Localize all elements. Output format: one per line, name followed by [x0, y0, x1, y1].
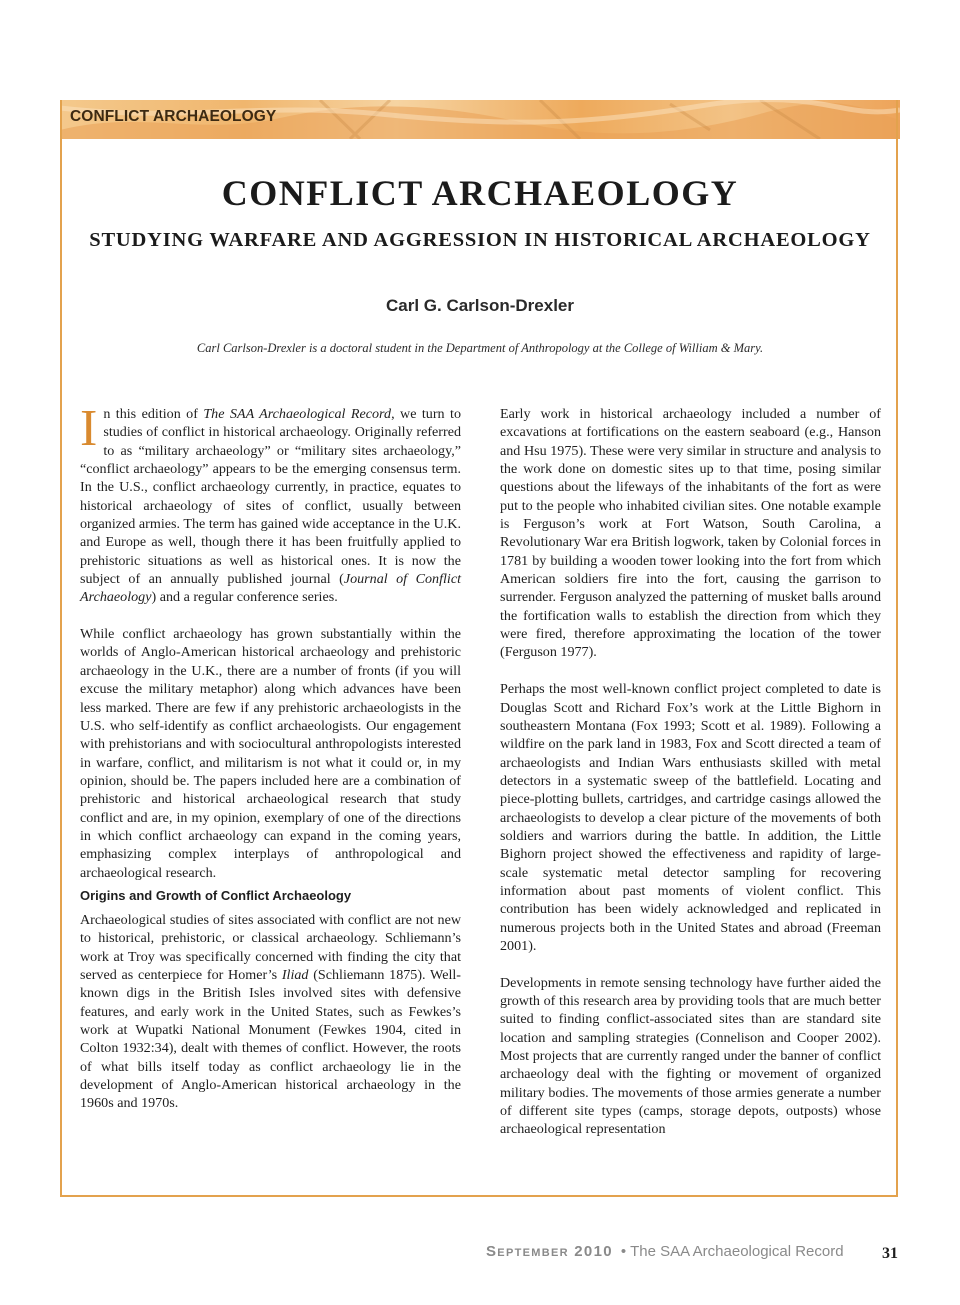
- italic-title: The SAA Archaeological Record: [203, 406, 392, 422]
- article-title: CONFLICT ARCHAEOLOGY: [221, 173, 739, 213]
- text-run: , we turn to studies of conflict in historical archaeology. Originally referred to as “military archaeology” or “military sites archaeology,” “conflict archaeology” appears to be the emerging consensus term. In the U.S., conflict archaeology currently, in practice, equates to historical archaeology of sites of conflict, usually between organized armies. The term has gained wide acceptance in the U.K. and Europe as well, though there it has been fruitfully applied to prehistoric situations as well as historical ones. It is now the subject of an annually published journal (: [80, 406, 461, 588]
- paragraph: Developments in remote sensing technology have further aided the growth of this research area by providing tools that are much better suited to finding conflict-associated sites than are standard site location and sampling strategies (Connelison and Cooper 2002). Most projects that are currently ranged under the banner of conflict archaeology deal with the fighting or movement of organized military bodies. The movements of those armies generate a number of different site types (camps, storage depots, outposts) whose archaeological representation: [500, 974, 881, 1138]
- paragraph: Early work in historical archaeology included a number of excavations at fortifications on the eastern seaboard (e.g., Hanson and Hsu 1975). These were very similar in structure and analysis to the work done on domestic sites up to that time, posing similar questions about the lifeways of the inhabitants of the fort as were put to the people who inhabited civilian sites. One notable example is Ferguson’s work at Fort Watson, South Carolina, a Revolutionary War era British logwork, taken by Colonial forces in 1781 by building a wooden tower looking into the fort from which American soldiers fire into the fort, causing the garrison to surrender. Ferguson analyzed the patterning of musket balls around the fortification walls to establish the direction from which they were fired, therefore approximating the location of the tower (Ferguson 1977).: [500, 406, 881, 661]
- text-run: n this edition of: [103, 406, 204, 422]
- article-subtitle: STUDYING WARFARE AND AGGRESSION IN HISTORICAL ARCHAEOLOGY: [89, 229, 871, 251]
- page-footer: [486, 1243, 844, 1260]
- italic-title: Iliad: [281, 966, 309, 983]
- text-run: (Schliemann 1875). Well-known digs in the British Isles involved sites with defensive features, and early work in the United States, such as Fewkes’s work at Wupatki National Monument (Fewkes 1904, cited in Colton 1932:34), dealt with themes of conflict. However, the roots of what bills itself today as conflict archaeology lie in the development of Anglo-American historical archaeology in the 1960s and 1970s.: [80, 966, 462, 1112]
- paragraph: Perhaps the most well-known conflict project completed to date is Douglas Scott and Richard Fox’s work at the Little Bighorn in southeastern Montana (Fox 1993; Scott et al. 1989). Following a wildfire on the park land in 1983, Fox and Scott directed a team of archaeologists and Indian Wars enthusiasts skilled with metal detectors in a systematic sweep of the battlefield. Locating and piece-plotting bullets, cartridges, and cartridge casings allowed the archaeologists to develop a clear picture of the movements of both soldiers and warriors during the battle. In addition, the Little Bighorn project showed the effectiveness and rapidity of large-scale systematic metal detector sampling for recovering information about past moments of violent conflict. This contribution has been widely acknowledged and replicated in numerous projects both in the United States and abroad (Freeman 2001).: [500, 681, 881, 954]
- left-column: [80, 400, 462, 1131]
- paragraph: [80, 911, 461, 1113]
- drop-cap: I: [80, 400, 98, 457]
- author-affiliation: Carl Carlson-Drexler is a doctoral student in the Department of Anthropology at the College of William & Mary.: [196, 341, 764, 355]
- text-run: Archaeological studies of sites associated with conflict are not new to historical, prehistoric, or classical archaeology. Schliemann’s work at Troy was specifically concerned with finding the city that served as centerpiece for Homer’s: [80, 911, 461, 983]
- paragraph: While conflict archaeology has grown substantially within the worlds of Anglo-American historical archaeology and prehistoric archaeology in the U.K., there are a number of fronts (if you will excuse the military metaphor) along which advances have been less marked. There are few if any prehistoric archaeologists in the U.S. who self-identify as conflict archaeologists. Our engagement with prehistorians and with sociocultural anthropologists interested in warfare, conflict, and militarism is not what it could or, in my opinion, should be. The papers included here are a combination of prehistoric and historical archaeological research that study conflict and are, in my opinion, exemplary of one of the directions in which conflict archaeology can expand in the coming years, emphasizing complex interplays of anthropological and archaeological research.: [80, 626, 461, 881]
- paragraph-intro: [80, 400, 461, 607]
- footer-bullet: •: [620, 1243, 627, 1260]
- italic-journal: Journal of Conflict Archaeology: [80, 571, 461, 606]
- section-heading: Origins and Growth of Conflict Archaeology: [80, 887, 352, 903]
- text-run: ) and a regular conference series.: [151, 589, 338, 606]
- right-column: [500, 405, 881, 1157]
- page-number: 31: [882, 1245, 898, 1262]
- author-name: Carl G. Carlson-Drexler: [385, 296, 574, 315]
- issue-date: September 2010: [486, 1243, 613, 1260]
- journal-name: The SAA Archaeological Record: [630, 1243, 844, 1260]
- section-label: CONFLICT ARCHAEOLOGY: [70, 108, 277, 125]
